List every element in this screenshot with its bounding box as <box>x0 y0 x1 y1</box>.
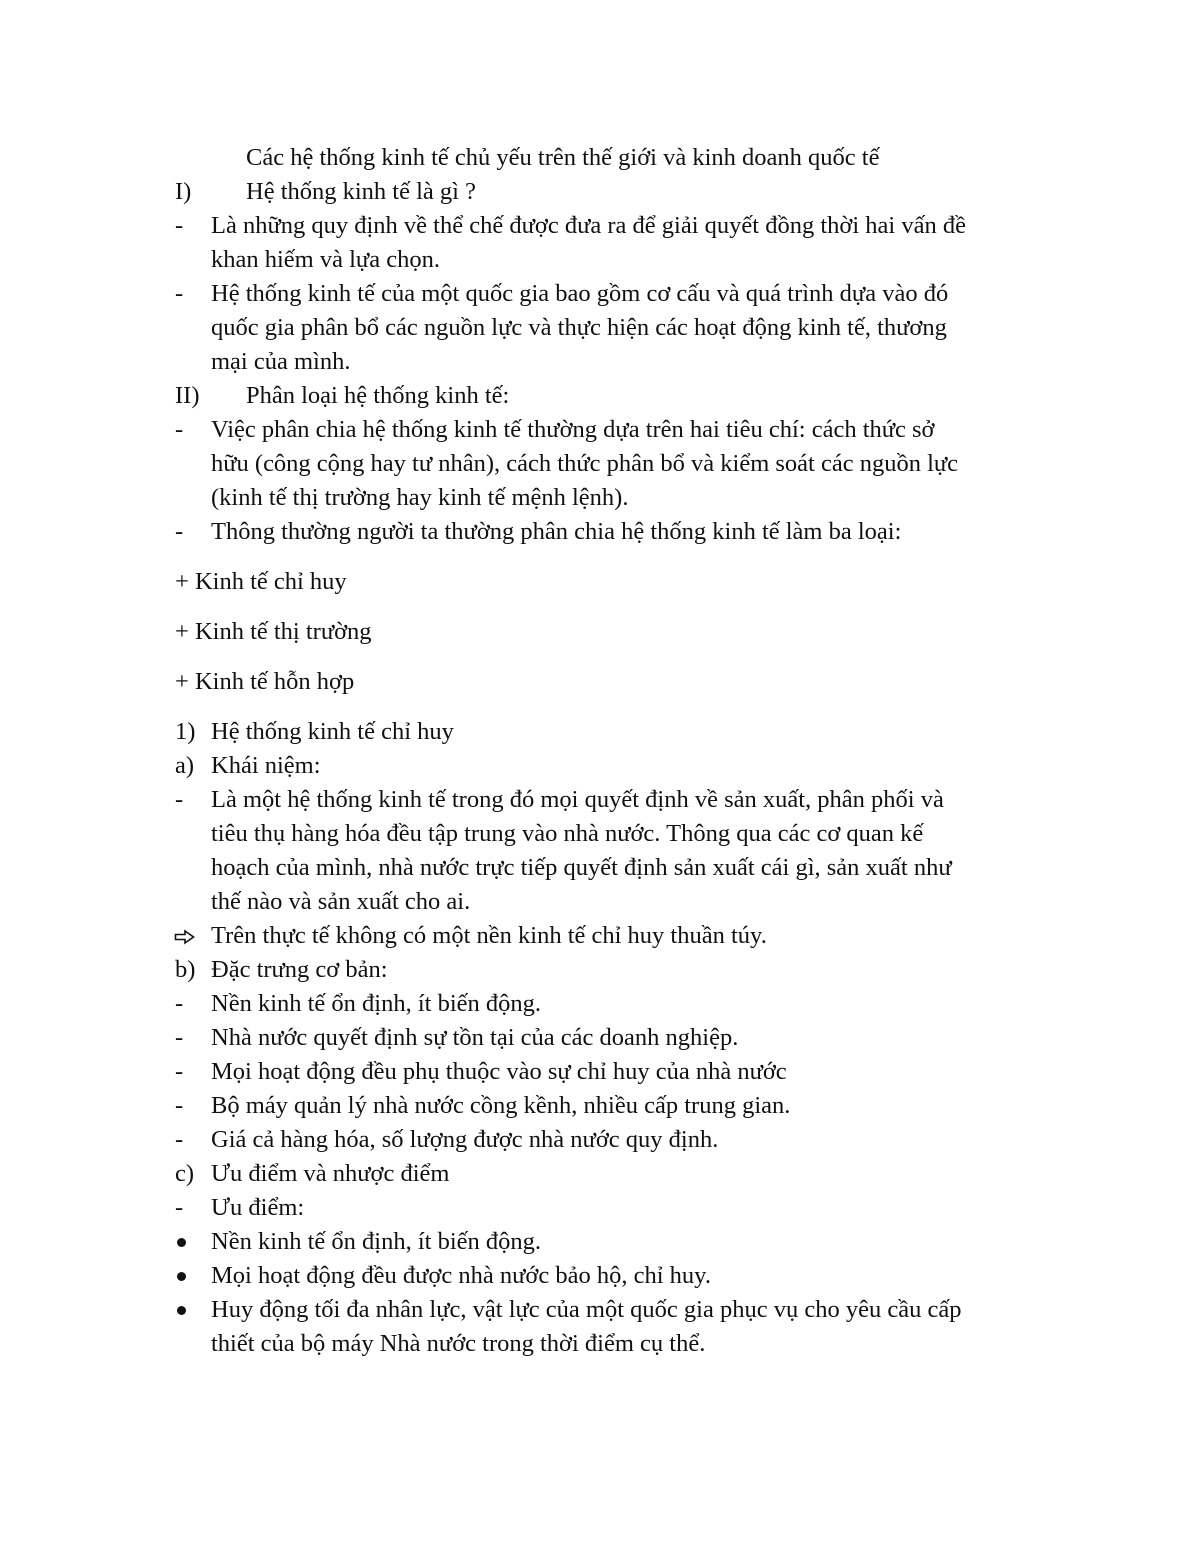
dash-marker: - <box>175 1194 184 1221</box>
subsection-marker: a) <box>175 752 195 779</box>
dash-marker: - <box>175 786 184 813</box>
list-item-text: Là một hệ thống kinh tế trong đó mọi quyết định về sản xuất, phân phối và <box>211 786 944 813</box>
section-marker: I) <box>175 178 192 205</box>
list-item-text: Nhà nước quyết định sự tồn tại của các doanh nghiệp. <box>211 1024 739 1051</box>
list-item-text: Nền kinh tế ổn định, ít biến động. <box>211 990 542 1017</box>
subsection-marker: 1) <box>175 718 196 745</box>
section-heading-text: Hệ thống kinh tế là gì ? <box>246 178 476 205</box>
economy-type-text: + Kinh tế chỉ huy <box>175 568 347 595</box>
subsection-heading-text: Khái niệm: <box>211 752 321 779</box>
subsection-heading-text: Hệ thống kinh tế chỉ huy <box>211 718 454 745</box>
dash-marker: - <box>175 1024 184 1051</box>
document-title: Các hệ thống kinh tế chủ yếu trên thế giới và kinh doanh quốc tế <box>246 144 880 171</box>
bullet-dot-icon <box>177 1238 186 1247</box>
bullet-dot-icon <box>177 1306 186 1315</box>
list-item-text: Hệ thống kinh tế của một quốc gia bao gồm cơ cấu và quá trình dựa vào đó <box>211 280 949 307</box>
section-heading-text: Phân loại hệ thống kinh tế: <box>246 382 510 409</box>
list-item-text: hoạch của mình, nhà nước trực tiếp quyết định sản xuất cái gì, sản xuất như <box>211 854 952 881</box>
list-item-text: Việc phân chia hệ thống kinh tế thường dựa trên hai tiêu chí: cách thức sở <box>211 416 935 443</box>
dash-marker: - <box>175 518 184 545</box>
list-item-text: Thông thường người ta thường phân chia hệ thống kinh tế làm ba loại: <box>211 518 902 545</box>
list-item-text: Ưu điểm: <box>211 1194 305 1221</box>
list-item-text: quốc gia phân bổ các nguồn lực và thực hiện các hoạt động kinh tế, thương <box>211 314 947 341</box>
list-item-text: thế nào và sản xuất cho ai. <box>211 888 471 915</box>
subsection-marker: c) <box>175 1160 195 1187</box>
conclusion-text: Trên thực tế không có một nền kinh tế chỉ huy thuần túy. <box>211 922 767 949</box>
subsection-marker: b) <box>175 956 196 983</box>
bullet-item-text: thiết của bộ máy Nhà nước trong thời điểm cụ thể. <box>211 1330 706 1357</box>
bullet-item-text: Nền kinh tế ổn định, ít biến động. <box>211 1228 542 1255</box>
list-item-text: Mọi hoạt động đều phụ thuộc vào sự chỉ huy của nhà nước <box>211 1058 787 1085</box>
section-marker: II) <box>175 382 200 409</box>
dash-marker: - <box>175 212 184 239</box>
list-item-text: mại của mình. <box>211 348 351 375</box>
list-item-text: Giá cả hàng hóa, số lượng được nhà nước quy định. <box>211 1126 719 1153</box>
dash-marker: - <box>175 1092 184 1119</box>
economy-type-text: + Kinh tế thị trường <box>175 618 372 645</box>
subsection-heading-text: Ưu điểm và nhược điểm <box>211 1160 450 1187</box>
dash-marker: - <box>175 280 184 307</box>
bullet-dot-icon <box>177 1272 186 1281</box>
list-item-text: Là những quy định về thể chế được đưa ra để giải quyết đồng thời hai vấn đề <box>211 212 966 239</box>
economy-type-text: + Kinh tế hỗn hợp <box>175 668 355 695</box>
bullet-item-text: Huy động tối đa nhân lực, vật lực của một quốc gia phục vụ cho yêu cầu cấp <box>211 1296 962 1323</box>
list-item-text: Bộ máy quản lý nhà nước cồng kềnh, nhiều cấp trung gian. <box>211 1092 791 1119</box>
list-item-text: hữu (công cộng hay tư nhân), cách thức phân bổ và kiểm soát các nguồn lực <box>211 450 959 477</box>
dash-marker: - <box>175 990 184 1017</box>
subsection-heading-text: Đặc trưng cơ bản: <box>211 956 388 983</box>
dash-marker: - <box>175 1058 184 1085</box>
bullet-item-text: Mọi hoạt động đều được nhà nước bảo hộ, chỉ huy. <box>211 1262 711 1289</box>
list-item-text: (kinh tế thị trường hay kinh tế mệnh lệnh). <box>211 484 629 511</box>
list-item-text: khan hiếm và lựa chọn. <box>211 246 440 273</box>
dash-marker: - <box>175 416 184 443</box>
list-item-text: tiêu thụ hàng hóa đều tập trung vào nhà nước. Thông qua các cơ quan kế <box>211 820 924 847</box>
dash-marker: - <box>175 1126 184 1153</box>
arrow-right-icon <box>174 929 196 945</box>
